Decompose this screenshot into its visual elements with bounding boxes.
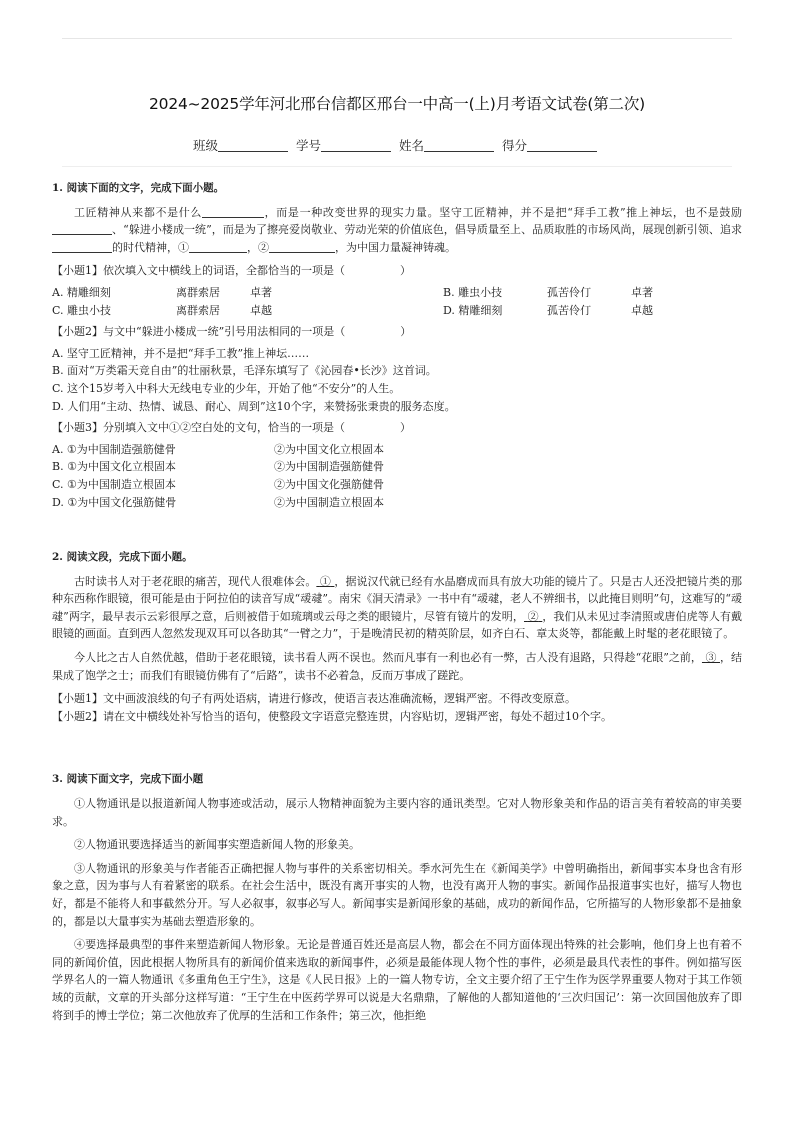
- q1-sub1-prompt: 【小题1】依次填入文中横线上的词语，全都恰当的一项是（ ）: [52, 264, 411, 278]
- option-a[interactable]: A. ①为中国制造强筋健骨: [52, 442, 176, 456]
- option-b-word3: 卓著: [631, 285, 653, 299]
- q1-blank-2: [52, 223, 112, 235]
- q1-text: 工匠精神从来都不是什么: [74, 205, 203, 219]
- q2-text: ，我们从未见过李清照或唐伯虎等人有戴眼镜的画面。直到西人忽然发现双耳可以各助其“一臂之力”，于是晚清民初的精英阶层，如齐白石、章太炎等，都能戴上时髦的老花眼镜了。: [52, 609, 743, 641]
- q1-text: 、“躲进小楼成一统”，而是为了擦亮爱岗敬业、劳动光荣的价值底色，倡导质量至上、品质取胜的市场风尚，展现创新引领、追求: [112, 223, 742, 237]
- q3-paragraph-4: ④要选择最典型的事件来塑造新闻人物形象。无论是普通百姓还是高层人物，都会在不同方面体现出特殊的社会影响，他们身上也有着不同的新闻价值，因此根据人物所具有的新闻价值来选取的新闻事件，必须是最能体现人物个性的事件，必须是最具代表性的事件。例如描写医学界名人的一篇人物通讯《多重角色王宁生》，这是《人民日报》上的一篇人物专访，全文主要介绍了王宁生作为医学界重要人物对于其工作领域的贡献，文章的开头部分这样写道：“王宁生在中医药学界可以说是大名鼎鼎，了解他的人都知道他的‘三次归国记’：第一次回国他放弃了即将到手的博士学位；第二次他放弃了优厚的生活和工作条件；第三次，他拒绝: [52, 938, 742, 1022]
- q2-marker-2: [524, 610, 542, 623]
- option-b-word2: 孤苦伶仃: [547, 285, 591, 299]
- option-c[interactable]: C. 这个15岁考入中科大无线电专业的少年，开始了他“不安分”的人生。: [52, 381, 401, 395]
- student-id-blank[interactable]: [321, 140, 391, 152]
- option-c-part2: ②为中国文化强筋健骨: [274, 477, 384, 491]
- option-d-word3: 卓越: [631, 303, 653, 317]
- q1-text: ，而是一种改变世界的现实力量。坚守工匠精神，并不是把“拜手工教”推上神坛，也不是鼓励: [264, 205, 743, 219]
- option-d-part2: ②为中国制造立根固本: [274, 495, 384, 509]
- top-rule: [62, 38, 732, 39]
- option-a[interactable]: A. 坚守工匠精神，并不是把“拜手工教”推上神坛……: [52, 346, 310, 360]
- q2-passage-p1: [52, 573, 742, 643]
- q2-passage-p2: [52, 649, 742, 684]
- score-label: 得分: [501, 138, 527, 153]
- q1-sub1-options: [52, 284, 742, 319]
- q2-marker-3-label: ③: [705, 651, 717, 665]
- q2-text: ，据说汉代就已经有水晶磨成而具有放大功能的镜片了。只是古人还没把镜片类的那种东西称作眼镜，很可能是由于阿拉伯的读音写成“叆叇”。南宋《洞天清录》一书中有“叆叇，老人不辨细书，以此掩目则明”句，这难写的“叆叇”两字，最早表示云彩很厚之意，后则被借于如琉璃或云母之类的眼镜片，尽管有镜片的发明，: [52, 574, 743, 623]
- option-d[interactable]: D. 精雕细刻: [443, 303, 503, 317]
- student-id-label: 学号: [295, 138, 321, 153]
- option-d[interactable]: D. 人们用“主动、热情、诚恳、耐心、周到”这10个字，来赞扬张秉贵的服务态度。: [52, 399, 456, 413]
- q1-blank-4: [189, 241, 247, 253]
- q1-passage: [52, 204, 742, 257]
- q1-blank-5: [269, 241, 335, 253]
- class-label: 班级: [192, 138, 218, 153]
- name-blank[interactable]: [424, 140, 494, 152]
- class-blank[interactable]: [218, 140, 288, 152]
- option-c-word3: 卓越: [250, 303, 272, 317]
- option-a-word3: 卓著: [250, 285, 272, 299]
- q2-text: 古时读书人对于老花眼的痛苦，现代人很难体会。: [74, 574, 317, 588]
- option-c[interactable]: C. ①为中国制造立根固本: [52, 477, 176, 491]
- q2-text: ，结果成了饱学之士；而我们有眼镜仿佛有了“后路”，读书不必着急，反而万事成了蹉跎。: [52, 651, 743, 682]
- option-d-word2: 孤苦伶仃: [547, 303, 591, 317]
- q2-marker-3: [702, 651, 720, 664]
- q1-text: ，为中国力量凝神铸魂。: [335, 240, 456, 254]
- q2-sub2-prompt: 【小题2】请在文中横线处补写恰当的语句，使整段文字语意完整连贯，内容贴切，逻辑严密，每处不超过10个字。: [52, 709, 612, 723]
- q2-sub1-prompt: 【小题1】文中画波浪线的句子有两处语病，请进行修改，使语言表达准确流畅，逻辑严密。不得改变原意。: [52, 692, 576, 706]
- option-c[interactable]: C. 雕虫小技: [52, 303, 112, 317]
- option-c-word2: 离群索居: [176, 303, 220, 317]
- q1-blank-3: [52, 241, 112, 253]
- page-title: 2024~2025学年河北邢台信都区邢台一中高一(上)月考语文试卷(第二次): [149, 95, 645, 113]
- option-d[interactable]: D. ①为中国文化强筋健骨: [52, 495, 177, 509]
- q2-marker-1: [316, 575, 334, 588]
- option-b[interactable]: B. ①为中国文化立根固本: [52, 460, 176, 474]
- exam-content: [52, 176, 742, 1030]
- q3-paragraph-1: ①人物通讯是以报道新闻人物事迹或活动，展示人物精神面貌为主要内容的通讯类型。它对人物形象美和作品的语言美有着较高的审美要求。: [52, 797, 742, 828]
- option-a[interactable]: A. 精雕细刻: [52, 285, 111, 299]
- q1-sub3-prompt: 【小题3】分别填入文中①②空白处的文句，恰当的一项是（ ）: [52, 421, 411, 435]
- option-b-part2: ②为中国制造强筋健骨: [274, 460, 384, 474]
- q1-blank-1: [202, 206, 264, 218]
- q2-marker-1-label: ①: [319, 574, 331, 588]
- q2-heading: 2. 阅读文段，完成下面小题。: [52, 551, 193, 564]
- option-a-word2: 离群索居: [176, 285, 220, 299]
- q1-heading: 1. 阅读下面的文字，完成下面小题。: [52, 182, 225, 194]
- student-info-line: [0, 136, 794, 154]
- q1-text: ，②: [247, 240, 269, 254]
- q2-marker-2-label: ②: [527, 609, 539, 623]
- q3-paragraph-2: ②人物通讯要选择适当的新闻事实塑造新闻人物的形象美。: [74, 838, 360, 852]
- q2-text: 今人比之古人自然优越，借助于老花眼镜，读书看人两不误也。然而凡事有一利也必有一弊，古人没有退路，只得趁“花眼”之前，: [74, 651, 702, 665]
- q1-sub3-options: [52, 441, 742, 511]
- q3-paragraph-3: ③人物通讯的形象美与作者能否正确把握人物与事件的关系密切相关。季水河先生在《新闻美学》中曾明确指出，新闻事实本身也含有形象之意，因为事与人有着紧密的联系。在社会生活中，既没有离开事实的人物，也没有离开人物的事实。新闻作品报道事实也好，描写人物也好，都是不能将人和事截然分开。写人必叙事，叙事必写人。新闻事实是新闻形象的基础，成功的新闻作品，它所描写的人物形象都不是抽象的，都是以大量事实为基础去塑造形象的。: [52, 861, 742, 928]
- q3-heading: 3. 阅读下面文字，完成下面小题: [52, 773, 204, 786]
- name-label: 姓名: [398, 138, 424, 153]
- q1-sub2-prompt: 【小题2】与文中“躲进小楼成一统”引号用法相同的一项是（ ）: [52, 325, 412, 339]
- option-b[interactable]: B. 雕虫小技: [443, 285, 503, 299]
- q1-text: 的时代精神，①: [112, 240, 189, 254]
- score-blank[interactable]: [527, 140, 597, 152]
- header-divider: [62, 166, 732, 167]
- option-b[interactable]: B. 面对“万类霜天竞自由”的壮丽秋景，毛泽东填写了《沁园春•长沙》这首词。: [52, 364, 437, 378]
- option-a-part2: ②为中国文化立根固本: [274, 442, 384, 456]
